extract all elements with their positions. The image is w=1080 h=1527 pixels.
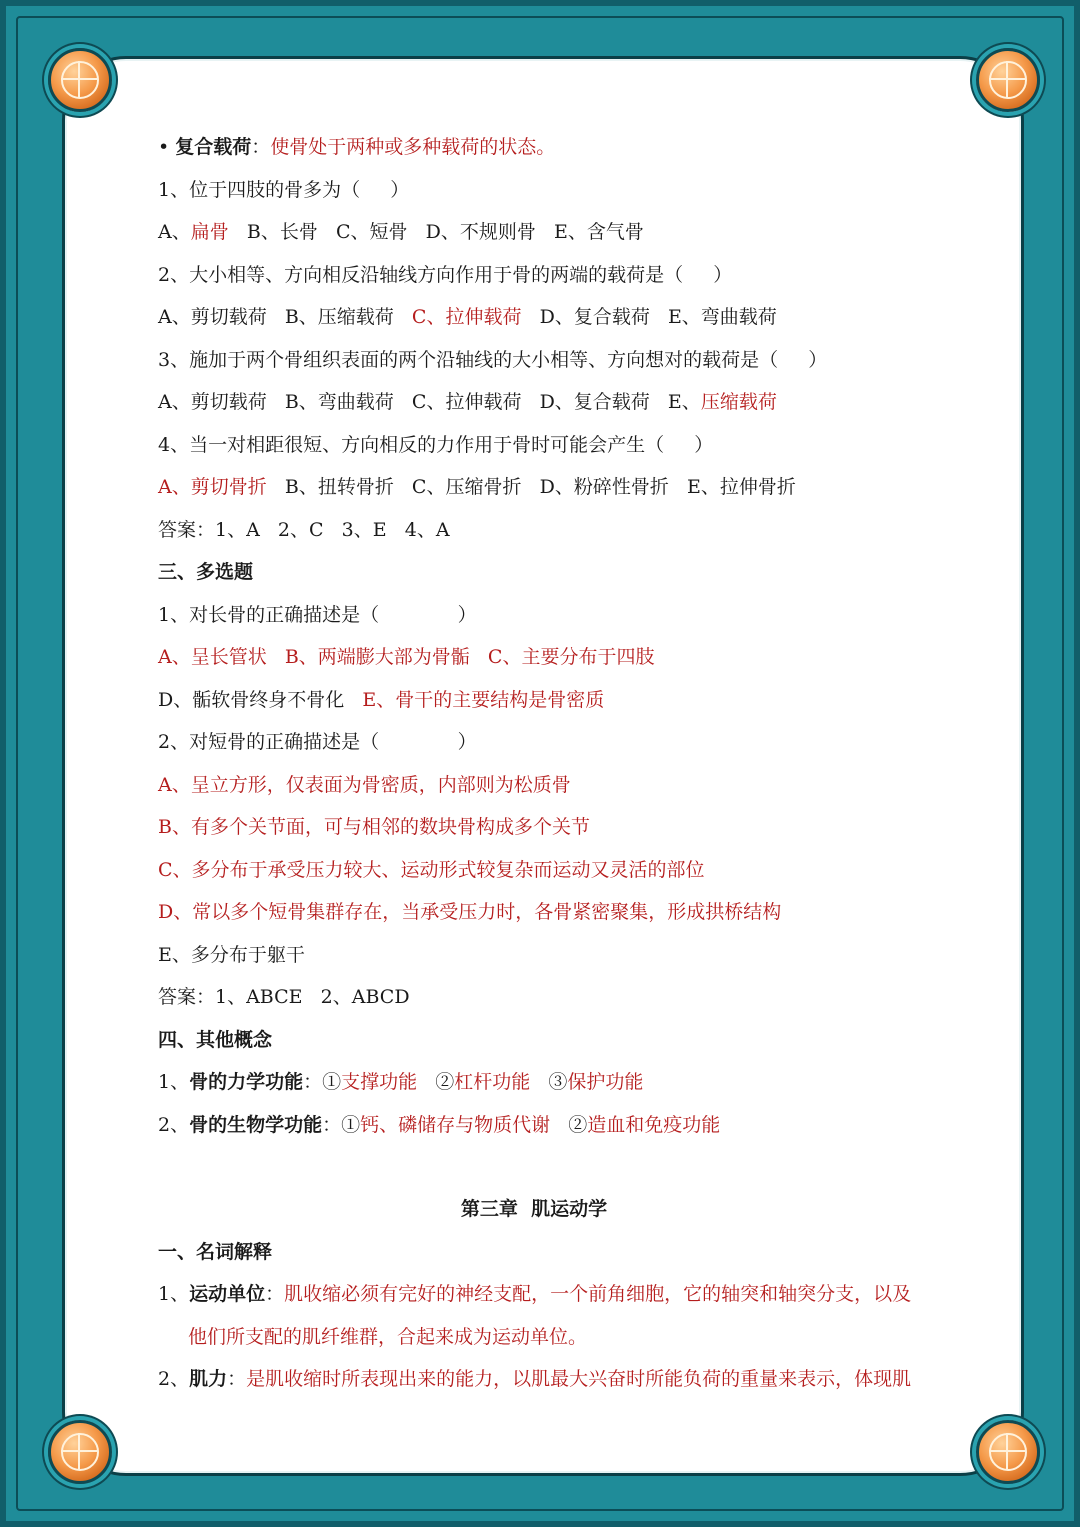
definition: 使骨处于两种或多种载荷的状态。 (270, 136, 556, 158)
item-number: 1、 (158, 1071, 190, 1093)
question-2: 2、大小相等、方向相反沿轴线方向作用于骨的两端的载荷是（ ） (158, 263, 733, 286)
term: 骨的生物学功能 (189, 1113, 323, 1136)
multi-option-2b: B、有多个关节面，可与相邻的数块骨构成多个关节 (158, 816, 590, 838)
corner-ornament-icon (48, 1420, 112, 1484)
corner-ornament-icon (976, 1420, 1040, 1484)
definition-muscle-strength (158, 1362, 938, 1405)
answer-key-2: 答案：1、ABCE 2、ABCD (158, 986, 410, 1008)
multi-option-2a: A、呈立方形，仅表面为骨密质，内部则为松质骨 (158, 773, 571, 796)
question-1: 1、位于四肢的骨多为（ ） (158, 178, 410, 201)
other-options: B、长骨 C、短骨 D、不规则骨 E、含气骨 (228, 221, 644, 243)
item-number: 2、 (158, 1368, 190, 1390)
section-heading-other-concepts: 四、其他概念 (158, 1028, 273, 1051)
document-body (158, 130, 938, 1405)
multi-option-2c: C、多分布于承受压力较大、运动形式较复杂而运动又灵活的部位 (158, 858, 705, 881)
other-options: A、剪切载荷 B、压缩载荷 (158, 306, 412, 328)
option-label: A、 (158, 221, 191, 243)
correct-option: A、剪切骨折 (158, 476, 267, 498)
options-2 (158, 300, 938, 343)
spacer (158, 1150, 938, 1192)
marker: ：① (322, 1113, 361, 1136)
correct-option: E、骨干的主要结构是骨密质 (362, 688, 605, 711)
multi-question-2: 2、对短骨的正确描述是（ ） (158, 731, 477, 753)
marker: ③ (530, 1071, 568, 1093)
item-number: 1、 (158, 1283, 190, 1305)
colon: ： (265, 1283, 285, 1305)
section-heading-definitions: 一、名词解释 (158, 1240, 273, 1263)
other-options: A、剪切载荷 B、弯曲载荷 C、拉伸载荷 D、复合载荷 E、 (158, 391, 701, 413)
function-item: 杠杆功能 (454, 1071, 531, 1093)
other-options: B、扭转骨折 C、压缩骨折 D、粉碎性骨折 E、拉伸骨折 (266, 476, 796, 498)
options-4 (158, 470, 938, 513)
term: 肌力 (189, 1368, 228, 1390)
section-heading-multiple-choice: 三、多选题 (158, 561, 254, 583)
correct-option: 压缩载荷 (700, 391, 777, 413)
other-options: D、复合载荷 E、弯曲载荷 (521, 306, 777, 328)
marker: ② (550, 1113, 588, 1136)
multi-option-2d: D、常以多个短骨集群存在，当承受压力时，各骨紧密聚集，形成拱桥结构 (158, 901, 782, 923)
concept-mechanical-function (158, 1065, 938, 1108)
corner-ornament-icon (976, 48, 1040, 112)
term: 骨的力学功能 (189, 1071, 304, 1093)
chapter-title: 第三章 肌运动学 (460, 1198, 608, 1220)
question-4: 4、当一对相距很短、方向相反的力作用于骨时可能会产生（ ） (158, 433, 714, 456)
multi-options-1-correct: A、呈长管状 B、两端膨大部为骨骺 C、主要分布于四肢 (158, 646, 655, 668)
function-item: 保护功能 (567, 1071, 644, 1093)
function-item: 支撑功能 (341, 1071, 418, 1093)
options-3 (158, 385, 938, 428)
item-number: 2、 (158, 1113, 190, 1136)
definition-motor-unit (158, 1277, 938, 1320)
other-options: D、骺软骨终身不骨化 (158, 688, 363, 711)
multi-options-1-rest (158, 683, 938, 726)
answer-key-1: 答案：1、A 2、C 3、E 4、A (158, 518, 450, 541)
marker: ：① (303, 1071, 342, 1093)
options-1 (158, 215, 938, 258)
bullet: • (158, 136, 176, 158)
term: 运动单位 (189, 1283, 266, 1305)
colon: ： (227, 1368, 247, 1390)
function-item: 造血和免疫功能 (587, 1113, 721, 1136)
definition-motor-unit-cont: 他们所支配的肌纤维群，合起来成为运动单位。 (188, 1325, 588, 1348)
term: 复合载荷 (175, 136, 252, 158)
corner-ornament-icon (48, 48, 112, 112)
colon: ： (251, 136, 271, 158)
definition-compound-load (158, 130, 938, 173)
correct-option: 扁骨 (190, 221, 229, 243)
question-3: 3、施加于两个骨组织表面的两个沿轴线的大小相等、方向想对的载荷是（ ） (158, 348, 828, 371)
multi-option-2e: E、多分布于躯干 (158, 943, 305, 966)
definition: 肌收缩必须有完好的神经支配，一个前角细胞，它的轴突和轴突分支，以及 (284, 1283, 912, 1305)
correct-option: C、拉伸载荷 (411, 306, 522, 328)
marker: ② (417, 1071, 455, 1093)
concept-biological-function (158, 1108, 938, 1151)
multi-question-1: 1、对长骨的正确描述是（ ） (158, 603, 477, 626)
definition: 是肌收缩时所表现出来的能力，以肌最大兴奋时所能负荷的重量来表示，体现肌 (246, 1368, 912, 1390)
function-item: 钙、磷储存与物质代谢 (360, 1113, 551, 1136)
